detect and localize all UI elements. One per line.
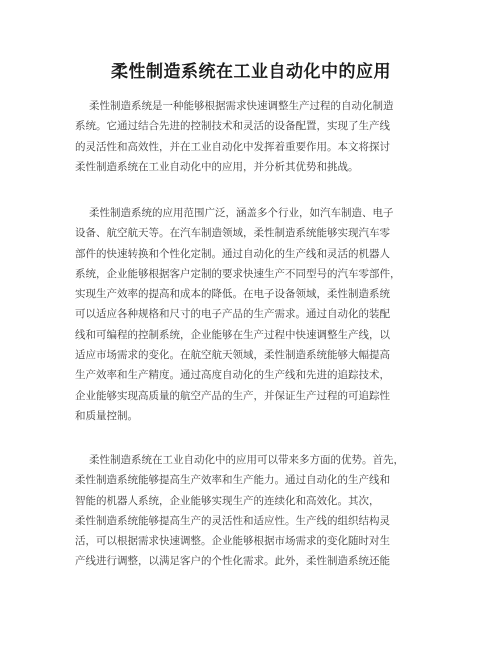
paragraph-line: 企业能够实现高质量的航空产品的生产，并保证生产过程的可追踪性 bbox=[75, 389, 390, 402]
paragraph-line: 生产效率和生产精度。通过高度自动化的生产线和先进的追踪技术， bbox=[75, 369, 390, 382]
paragraph-line: 实现生产效率的提高和成本的降低。在电子设备领域，柔性制造系统 bbox=[75, 288, 390, 301]
paragraph-line: 智能的机器人系统，企业能够实现生产的连续化和高效化。其次， bbox=[75, 494, 380, 507]
paragraph-3 bbox=[75, 450, 430, 572]
paragraph-line: 系统，企业能够根据客户定制的要求快速生产不同型号的汽车零部件， bbox=[75, 267, 401, 280]
paragraph-line: 产线进行调整，以满足客户的个性化需求。此外，柔性制造系统还能 bbox=[75, 555, 390, 568]
paragraph-line: 系统。它通过结合先进的控制技术和灵活的设备配置，实现了生产线 bbox=[75, 120, 390, 133]
paragraph-line: 柔性制造系统在工业自动化中的应用，并分析其优势和挑战。 bbox=[75, 160, 359, 173]
paragraph-line: 线和可编程的控制系统，企业能够在生产过程中快速调整生产线，以 bbox=[75, 328, 390, 341]
paragraph-line: 和质量控制。 bbox=[75, 409, 138, 422]
paragraph-line: 可以适应各种规格和尺寸的电子产品的生产需求。通过自动化的装配 bbox=[75, 308, 390, 321]
paragraph-line: 的灵活性和高效性，并在工业自动化中发挥着重要作用。本文将探讨 bbox=[75, 140, 390, 153]
paragraph-line: 设备、航空航天等。在汽车制造领域，柔性制造系统能够实现汽车零 bbox=[75, 227, 390, 240]
paragraph-2 bbox=[75, 203, 430, 426]
paragraph-line: 柔性制造系统在工业自动化中的应用可以带来多方面的优势。首先， bbox=[89, 454, 404, 466]
paragraph-line: 柔性制造系统是一种能够根据需求快速调整生产过程的自动化制造 bbox=[89, 100, 394, 112]
paragraph-1 bbox=[75, 96, 430, 177]
paragraph-line: 柔性制造系统能够提高生产的灵活性和适应性。生产线的组织结构灵 bbox=[75, 514, 390, 527]
paragraph-line: 部件的快速转换和个性化定制。通过自动化的生产线和灵活的机器人 bbox=[75, 247, 390, 260]
paragraph-line: 柔性制造系统的应用范围广泛，涵盖多个行业，如汽车制造、电子 bbox=[89, 207, 394, 219]
paragraph-line: 活，可以根据需求快速调整。企业能够根据市场需求的变化随时对生 bbox=[75, 535, 390, 548]
document-title: 柔性制造系统在工业自动化中的应用 bbox=[111, 62, 391, 82]
paragraph-line: 柔性制造系统能够提高生产效率和生产能力。通过自动化的生产线和 bbox=[75, 474, 390, 487]
paragraph-line: 适应市场需求的变化。在航空航天领域，柔性制造系统能够大幅提高 bbox=[75, 349, 390, 362]
